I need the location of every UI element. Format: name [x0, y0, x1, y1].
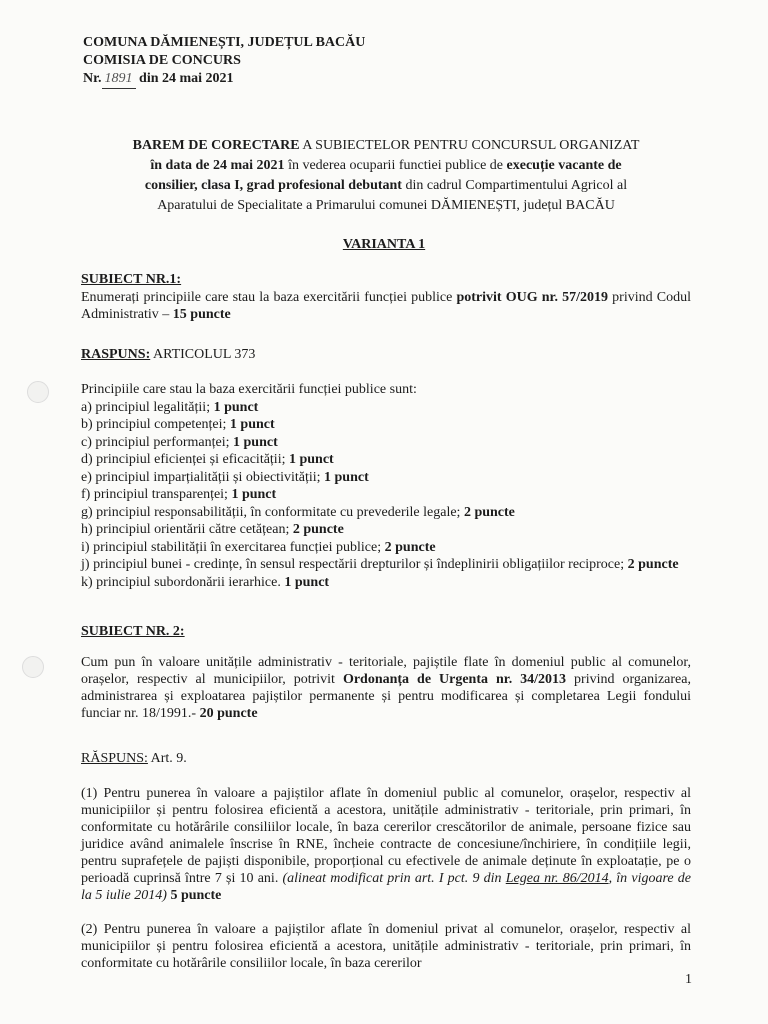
- principle-item: [81, 504, 691, 522]
- subject-1: [81, 271, 691, 324]
- principle-letter: k): [81, 574, 93, 590]
- principle-text: principiul bunei - credințe, în sensul respectării drepturilor și îndeplinirii obligațiilor reciproce;: [89, 557, 628, 572]
- principle-item: [81, 434, 691, 452]
- principle-text: principiul stabilității în exercitarea funcției publice;: [89, 539, 385, 555]
- principle-points: 2 puncte: [463, 504, 515, 520]
- principle-text: principiul subordonării ierarhice.: [92, 574, 285, 590]
- principle-letter: d): [81, 452, 93, 467]
- principle-text: principiul orientării către cetățean;: [92, 522, 293, 537]
- variant-heading: VARIANTA 1: [342, 237, 426, 252]
- principle-letter: e): [81, 469, 92, 485]
- registration-number: Nr. 1891 din 24 mai 2021: [83, 70, 365, 89]
- page-number: 1: [685, 972, 692, 987]
- principle-points: 2 puncte: [627, 557, 679, 572]
- principles-list: [81, 381, 691, 591]
- principle-text: principiul eficienței și eficacității;: [92, 452, 289, 467]
- principle-text: principiul responsabilității, în conformitate cu prevederile legale;: [92, 504, 464, 520]
- principle-letter: h): [81, 522, 93, 537]
- principle-text: principiul legalității;: [91, 399, 214, 415]
- principle-item: [81, 399, 691, 417]
- subject-1-heading: SUBIECT NR.1:: [81, 272, 182, 287]
- principle-letter: j): [81, 557, 90, 572]
- principle-points: 1 punct: [284, 574, 330, 590]
- principle-letter: a): [81, 399, 92, 415]
- principle-points: 1 punct: [229, 417, 275, 432]
- principle-points: 2 puncte: [384, 539, 436, 555]
- principle-points: 1 punct: [233, 434, 278, 450]
- principle-item: [81, 486, 691, 504]
- subject-2-answer-label: RĂSPUNS: Art. 9.: [81, 751, 187, 766]
- principle-item: [81, 574, 691, 592]
- document-header: [83, 34, 365, 89]
- principle-text: principiul imparțialității și obiectivității;: [91, 469, 325, 485]
- subject-1-answer-label: RASPUNS: ARTICOLUL 373: [81, 347, 256, 362]
- handwritten-number: 1891: [102, 70, 136, 89]
- principles-intro: Principiile care stau la baza exercitării funcției publice sunt:: [81, 382, 417, 397]
- principle-item: [81, 469, 691, 487]
- principle-letter: c): [81, 434, 92, 450]
- principle-item: [81, 521, 691, 539]
- principle-item: [81, 556, 691, 574]
- principle-text: principiul performanței;: [91, 434, 234, 450]
- punch-hole-top: [27, 381, 49, 403]
- subject-2-question: Cum pun în valoare unitățile administrativ - teritoriale, pajiștile flate în domeniul public al comunelor, orașelor, respectiv al municipiilor, potrivit Ordonanța de Urgenta nr. 34/2013 privind organizarea, administrarea și exploatarea pajiștilor permanente și pentru modificarea și completarea Legii fondului funciar nr. 18/1991.- 20 puncte: [81, 655, 691, 721]
- document-title: BAREM DE CORECTARE A SUBIECTELOR PENTRU CONCURSUL ORGANIZAT în data de 24 mai 2021 în vederea ocuparii functiei publice de execuție vacante de consilier, clasa I, grad profesional debutant din cadrul Compartimentului Agricol al Aparatului de Specialitate a Primarului comunei DĂMIENEȘTI, județul BACĂU: [132, 138, 640, 213]
- principle-letter: f): [81, 487, 91, 502]
- punch-hole-bottom: [22, 656, 44, 678]
- principle-item: [81, 416, 691, 434]
- principle-letter: g): [81, 504, 93, 520]
- commune-name: COMUNA DĂMIENEȘTI, JUDEȚUL BACĂU: [83, 35, 366, 50]
- article-9-paragraph-1: (1) Pentru punerea în valoare a pajiștilor aflate în domeniul public al comunelor, orașelor, respectiv al municipiilor și pentru folosirea eficientă a acestora, unitățile administrativ - teritoriale, prin primari, în conformitate cu hotărârile consiliilor locale, în baza cererilor crescătorilor de animale, persoane fizice sau juridice având animalele înscrise în RNE, încheie contracte de concesiune/închiriere, în condițiile legii, pentru suprafețele de pajiști disponibile, proporțional cu efectivele de animale deținute în exploatație, pe o perioadă cuprinsă între 7 și 10 ani. (alineat modificat prin art. I pct. 9 din Legea nr. 86/2014, în vigoare de la 5 iulie 2014) 5 puncte: [81, 786, 692, 903]
- principle-points: 1 punct: [213, 399, 259, 415]
- principle-item: [81, 451, 691, 469]
- principle-points: 1 punct: [324, 469, 369, 485]
- principle-text: principiul competenței;: [92, 417, 230, 432]
- subject-2-heading: SUBIECT NR. 2:: [81, 624, 185, 639]
- principle-text: principiul transparenței;: [90, 487, 232, 502]
- principle-letter: i): [81, 539, 90, 555]
- principle-letter: b): [81, 417, 93, 432]
- article-9-paragraph-2: (2) Pentru punerea în valoare a pajiștilor aflate în domeniul privat al comunelor, orașelor, respectiv al municipiilor și pentru folosirea eficientă a acestora, unitățile administrativ - teritoriale, prin primari, în conformitate cu hotărârile consiliilor locale, în baza cererilor: [81, 922, 691, 971]
- principle-points: 1 punct: [288, 452, 334, 467]
- subject-1-question: Enumerați principiile care stau la baza exercitării funcției publice potrivit OUG nr. 57/2019 privind Codul Administrativ – 15 puncte: [81, 289, 691, 322]
- principle-points: 2 puncte: [292, 522, 344, 537]
- principle-item: [81, 539, 691, 557]
- principle-points: 1 punct: [231, 487, 277, 502]
- commission-name: COMISIA DE CONCURS: [83, 53, 241, 68]
